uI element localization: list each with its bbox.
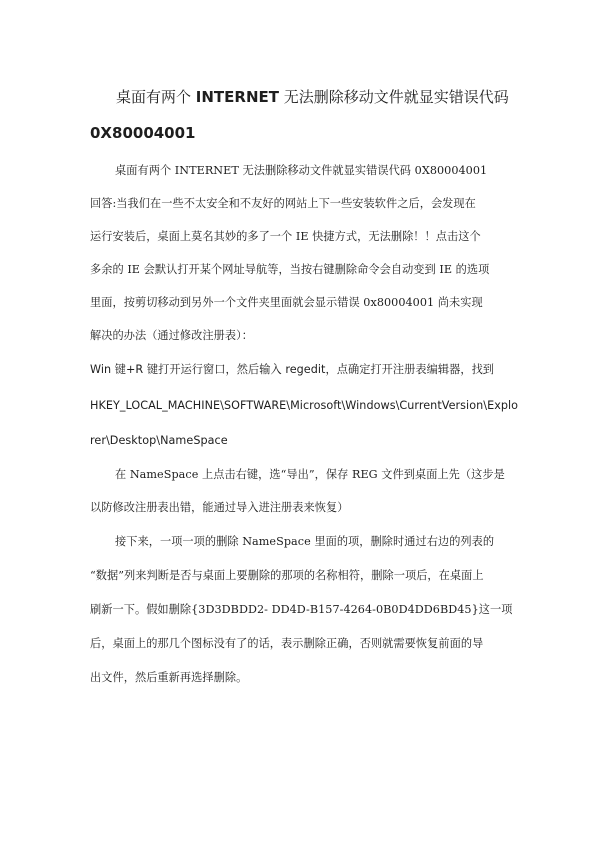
paragraph-line: “数据”列来判断是否与桌面上要删除的那项的名称相符，删除一项后，在桌面上 <box>90 569 484 582</box>
paragraph-line: 接下来，一项一项的删除 NameSpace 里面的项，删除时通过右边的列表的 <box>115 535 495 548</box>
paragraph-line: Win 键+R 键打开运行窗口，然后输入 regedit，点确定打开注册表编辑器，找到 <box>90 363 495 376</box>
paragraph-line: 回答:当我们在一些不太安全和不友好的网站上下一些安装软件之后，会发现在 <box>90 197 476 210</box>
title-suffix: 无法删除移动文件就显实错误代码 <box>278 88 509 106</box>
document-title-line-1 <box>116 86 556 108</box>
title-prefix: 桌面有两个 <box>116 88 196 106</box>
paragraph-line: HKEY_LOCAL_MACHINE\SOFTWARE\Microsoft\Windows\CurrentVersion\Explo <box>90 399 519 412</box>
paragraph-line: 出文件，然后重新再选择删除。 <box>90 671 248 684</box>
title-keyword: INTERNET <box>195 88 279 106</box>
paragraph-line: rer\Desktop\NameSpace <box>90 434 228 447</box>
document-title-line-2: 0X80004001 <box>90 124 196 142</box>
paragraph-line: 运行安装后，桌面上莫名其妙的多了一个 IE 快捷方式，无法删除！！点击这个 <box>90 230 481 243</box>
paragraph-line: 桌面有两个 INTERNET 无法删除移动文件就显实错误代码 0X80004001 <box>115 164 488 177</box>
paragraph-line: 里面，按剪切移动到另外一个文件夹里面就会显示错误 0x80004001 尚未实现 <box>90 296 483 309</box>
paragraph-line: 在 NameSpace 上点击右键，选“导出”，保存 REG 文件到桌面上先（这步是 <box>115 468 505 481</box>
paragraph-line: 刷新一下。假如删除{3D3DBDD2- DD4D-B157-4264-0B0D4DD6BD45}这一项 <box>90 603 513 616</box>
paragraph-line: 解决的办法（通过修改注册表）： <box>90 329 253 342</box>
paragraph-line: 以防修改注册表出错，能通过导入进注册表来恢复） <box>90 501 349 514</box>
paragraph-line: 多余的 IE 会默认打开某个网址导航等，当按右键删除命令会自动变到 IE 的选项 <box>90 263 490 276</box>
paragraph-line: 后，桌面上的那几个图标没有了的话，表示删除正确，否则就需要恢复前面的导 <box>90 637 484 650</box>
